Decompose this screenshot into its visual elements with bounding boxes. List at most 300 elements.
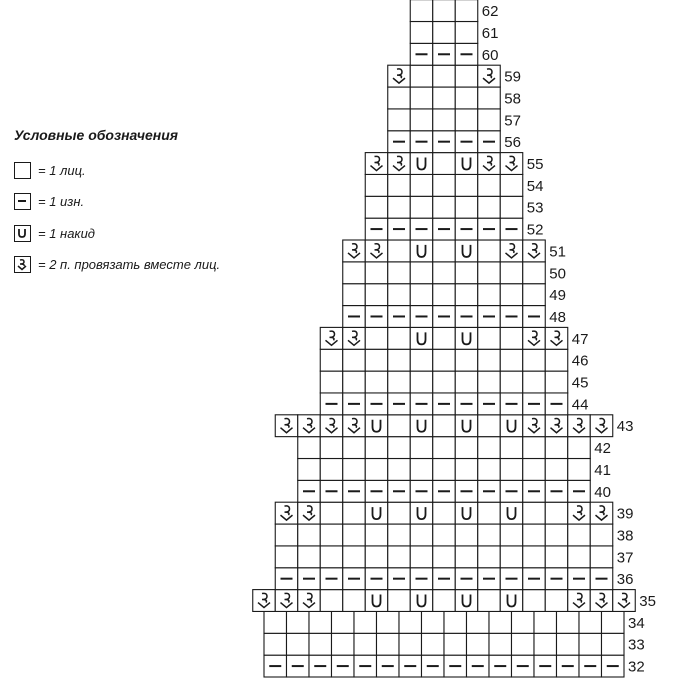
stitch-purl <box>410 393 433 415</box>
stitch-knit <box>568 437 591 459</box>
chart-row-39 <box>275 502 633 524</box>
stitch-purl <box>545 568 568 590</box>
row-number-label: 42 <box>594 440 611 458</box>
row-number-label: 46 <box>571 352 589 370</box>
stitch-purl <box>422 655 445 677</box>
legend-item-text: = 1 накид <box>38 226 95 241</box>
stitch-knit <box>545 349 568 371</box>
stitch-purl <box>512 655 535 677</box>
stitch-purl <box>478 568 501 590</box>
stitch-purl <box>275 568 298 590</box>
stitch-purl <box>557 655 580 677</box>
stitch-knit <box>478 415 501 437</box>
stitch-purl <box>320 480 343 502</box>
stitch-knit <box>433 437 456 459</box>
stitch-knit <box>388 349 411 371</box>
stitch-knit <box>377 633 400 655</box>
chart-row-59 <box>388 65 521 87</box>
stitch-k2tog <box>590 502 613 524</box>
row-number-label: 44 <box>571 396 589 414</box>
stitch-knit <box>478 174 501 196</box>
chart-row-32 <box>264 655 645 677</box>
stitch-knit <box>343 262 366 284</box>
stitch-knit <box>365 262 388 284</box>
stitch-knit <box>467 633 490 655</box>
stitch-knit <box>298 546 321 568</box>
stitch-knit <box>590 546 613 568</box>
stitch-knit <box>523 349 546 371</box>
chart-row-41 <box>298 459 611 481</box>
stitch-k2tog <box>275 590 298 612</box>
stitch-knit <box>523 546 546 568</box>
row-number-label: 51 <box>549 243 566 261</box>
stitch-purl <box>500 218 523 240</box>
chart-row-49 <box>343 284 566 306</box>
stitch-k2tog <box>343 327 366 349</box>
stitch-purl <box>500 480 523 502</box>
stitch-k2tog <box>545 415 568 437</box>
stitch-knit <box>433 349 456 371</box>
stitch-k2tog <box>388 153 411 175</box>
stitch-knit <box>410 349 433 371</box>
row-number-label: 49 <box>549 287 566 305</box>
stitch-purl <box>568 480 591 502</box>
stitch-knit <box>320 546 343 568</box>
row-number-label: 53 <box>526 199 544 217</box>
stitch-knit <box>602 611 625 633</box>
stitch-yo <box>500 590 523 612</box>
stitch-k2tog <box>365 240 388 262</box>
stitch-knit <box>478 437 501 459</box>
stitch-k2tog <box>568 502 591 524</box>
stitch-purl <box>410 568 433 590</box>
stitch-purl <box>365 218 388 240</box>
stitch-knit <box>388 196 411 218</box>
stitch-purl <box>489 655 512 677</box>
stitch-knit <box>523 262 546 284</box>
stitch-k2tog <box>343 415 366 437</box>
stitch-knit <box>455 174 478 196</box>
stitch-purl <box>298 480 321 502</box>
stitch-purl <box>433 218 456 240</box>
chart-row-52 <box>365 218 543 240</box>
stitch-purl <box>523 393 546 415</box>
stitch-purl <box>467 655 490 677</box>
stitch-knit <box>365 524 388 546</box>
stitch-knit <box>478 590 501 612</box>
chart-row-43 <box>275 415 633 437</box>
stitch-purl <box>388 568 411 590</box>
stitch-knit <box>478 546 501 568</box>
stitch-knit <box>568 524 591 546</box>
stitch-k2tog <box>500 240 523 262</box>
stitch-knit <box>410 459 433 481</box>
stitch-knit <box>534 611 557 633</box>
stitch-purl <box>500 393 523 415</box>
stitch-knit <box>500 546 523 568</box>
stitch-knit <box>489 633 512 655</box>
stitch-knit <box>264 633 287 655</box>
stitch-knit <box>388 87 411 109</box>
stitch-knit <box>523 524 546 546</box>
stitch-knit <box>433 153 456 175</box>
stitch-knit <box>365 284 388 306</box>
stitch-knit <box>410 524 433 546</box>
stitch-knit <box>433 502 456 524</box>
stitch-k2tog <box>590 590 613 612</box>
stitch-knit <box>410 87 433 109</box>
stitch-purl <box>388 393 411 415</box>
stitch-yo <box>410 327 433 349</box>
stitch-purl <box>332 655 355 677</box>
stitch-knit <box>500 196 523 218</box>
chart-row-33 <box>264 633 645 655</box>
stitch-knit <box>500 262 523 284</box>
stitch-knit <box>343 524 366 546</box>
stitch-knit <box>320 371 343 393</box>
stitch-k2tog <box>568 415 591 437</box>
stitch-knit <box>365 174 388 196</box>
stitch-knit <box>444 633 467 655</box>
stitch-knit <box>500 327 523 349</box>
stitch-knit <box>433 87 456 109</box>
stitch-knit <box>320 524 343 546</box>
stitch-knit <box>523 284 546 306</box>
stitch-k2tog <box>388 65 411 87</box>
stitch-k2tog <box>523 240 546 262</box>
stitch-knit <box>455 65 478 87</box>
chart-row-40 <box>298 480 611 502</box>
stitch-knit <box>455 262 478 284</box>
stitch-purl <box>455 393 478 415</box>
stitch-knit <box>354 633 377 655</box>
chart-row-34 <box>264 611 645 633</box>
stitch-purl <box>388 306 411 328</box>
stitch-purl <box>287 655 310 677</box>
stitch-knit <box>557 633 580 655</box>
stitch-knit <box>489 611 512 633</box>
stitch-knit <box>545 546 568 568</box>
stitch-purl <box>523 568 546 590</box>
stitch-knit <box>410 22 433 44</box>
stitch-knit <box>433 262 456 284</box>
stitch-purl <box>433 568 456 590</box>
stitch-purl <box>455 306 478 328</box>
chart-row-48 <box>343 306 566 328</box>
stitch-knit <box>343 502 366 524</box>
stitch-knit <box>523 371 546 393</box>
stitch-k2tog <box>275 415 298 437</box>
stitch-knit <box>410 437 433 459</box>
chart-row-58 <box>388 87 521 109</box>
stitch-knit <box>478 502 501 524</box>
stitch-purl <box>579 655 602 677</box>
stitch-knit <box>455 524 478 546</box>
stitch-yo <box>410 240 433 262</box>
stitch-knit <box>478 349 501 371</box>
stitch-purl <box>500 568 523 590</box>
row-number-label: 55 <box>526 156 544 174</box>
chart-row-51 <box>343 240 566 262</box>
stitch-knit <box>275 524 298 546</box>
stitch-knit <box>590 524 613 546</box>
stitch-purl <box>365 568 388 590</box>
chart-row-35 <box>253 590 656 612</box>
stitch-knit <box>365 196 388 218</box>
row-number-label: 39 <box>616 505 634 523</box>
row-number-label: 56 <box>504 134 521 152</box>
stitch-purl <box>410 218 433 240</box>
stitch-knit <box>388 240 411 262</box>
stitch-knit <box>388 590 411 612</box>
stitch-k2tog <box>545 327 568 349</box>
stitch-knit <box>478 327 501 349</box>
stitch-knit <box>388 371 411 393</box>
stitch-knit <box>512 633 535 655</box>
stitch-k2tog <box>298 502 321 524</box>
stitch-knit <box>320 502 343 524</box>
row-number-label: 58 <box>504 90 521 108</box>
stitch-knit <box>433 371 456 393</box>
stitch-knit <box>433 459 456 481</box>
chart-row-36 <box>275 568 633 590</box>
stitch-knit <box>332 633 355 655</box>
stitch-k2tog <box>500 153 523 175</box>
row-number-label: 35 <box>639 593 656 611</box>
stitch-knit <box>523 590 546 612</box>
stitch-knit <box>264 611 287 633</box>
stitch-k2tog <box>478 65 501 87</box>
stitch-purl <box>433 131 456 153</box>
stitch-yo <box>455 240 478 262</box>
stitch-knit <box>545 590 568 612</box>
stitch-knit <box>455 196 478 218</box>
stitch-purl <box>545 393 568 415</box>
stitch-knit <box>455 87 478 109</box>
stitch-knit <box>545 502 568 524</box>
stitch-knit <box>343 590 366 612</box>
stitch-purl <box>399 655 422 677</box>
stitch-purl <box>455 131 478 153</box>
stitch-purl <box>343 306 366 328</box>
stitch-knit <box>365 437 388 459</box>
stitch-purl <box>478 480 501 502</box>
stitch-knit <box>455 437 478 459</box>
stitch-purl <box>455 218 478 240</box>
stitch-knit <box>388 262 411 284</box>
stitch-purl <box>523 306 546 328</box>
chart-row-38 <box>275 524 633 546</box>
stitch-knit <box>287 633 310 655</box>
row-number-label: 38 <box>616 527 634 545</box>
stitch-knit <box>410 0 433 22</box>
stitch-yo <box>455 502 478 524</box>
legend-item-text: = 1 лиц. <box>38 163 86 178</box>
stitch-k2tog <box>253 590 276 612</box>
stitch-knit <box>455 371 478 393</box>
stitch-purl <box>433 43 456 65</box>
stitch-knit <box>365 459 388 481</box>
chart-row-57 <box>388 109 521 131</box>
stitch-purl <box>455 480 478 502</box>
row-number-label: 60 <box>481 46 499 64</box>
stitch-knit <box>399 633 422 655</box>
stitch-k2tog <box>298 415 321 437</box>
row-number-label: 37 <box>616 549 634 567</box>
stitch-purl <box>433 393 456 415</box>
stitch-purl <box>500 306 523 328</box>
stitch-knit <box>320 349 343 371</box>
stitch-knit <box>478 196 501 218</box>
row-number-label: 48 <box>549 308 566 326</box>
chart-row-53 <box>365 196 543 218</box>
chart-row-60 <box>410 43 498 65</box>
stitch-knit <box>298 524 321 546</box>
stitch-knit <box>422 633 445 655</box>
stitch-knit <box>343 371 366 393</box>
stitch-purl <box>343 480 366 502</box>
stitch-purl <box>320 568 343 590</box>
stitch-knit <box>433 174 456 196</box>
stitch-knit <box>410 109 433 131</box>
stitch-k2tog <box>523 415 546 437</box>
stitch-knit <box>433 196 456 218</box>
stitch-knit <box>478 109 501 131</box>
stitch-knit <box>388 502 411 524</box>
legend-item-text: = 1 изн. <box>38 194 85 209</box>
stitch-knit <box>500 437 523 459</box>
stitch-knit <box>500 371 523 393</box>
stitch-knit <box>523 502 546 524</box>
stitch-k2tog <box>320 327 343 349</box>
chart-row-56 <box>388 131 521 153</box>
stitch-knit <box>455 459 478 481</box>
stitch-knit <box>388 109 411 131</box>
stitch-k2tog <box>365 153 388 175</box>
stitch-yo <box>410 415 433 437</box>
stitch-knit <box>410 174 433 196</box>
stitch-knit <box>455 22 478 44</box>
stitch-purl <box>545 480 568 502</box>
stitch-knit <box>545 524 568 546</box>
stitch-knit <box>410 196 433 218</box>
stitch-purl <box>534 655 557 677</box>
row-number-label: 36 <box>616 571 634 589</box>
stitch-purl <box>478 131 501 153</box>
stitch-yo <box>500 415 523 437</box>
stitch-knit <box>444 611 467 633</box>
stitch-knit <box>410 371 433 393</box>
stitch-knit <box>320 590 343 612</box>
stitch-knit <box>343 437 366 459</box>
stitch-k2tog <box>298 590 321 612</box>
stitch-purl <box>433 480 456 502</box>
stitch-k2tog <box>613 590 636 612</box>
stitch-k2tog <box>523 327 546 349</box>
row-number-label: 33 <box>628 636 645 654</box>
stitch-purl <box>377 655 400 677</box>
stitch-knit <box>410 65 433 87</box>
stitch-knit <box>478 459 501 481</box>
stitch-yo <box>365 502 388 524</box>
stitch-yo <box>365 590 388 612</box>
row-number-label: 59 <box>504 68 521 86</box>
stitch-purl <box>365 306 388 328</box>
stitch-purl <box>410 131 433 153</box>
stitch-knit <box>478 284 501 306</box>
row-number-label: 40 <box>594 483 611 501</box>
stitch-knit <box>478 371 501 393</box>
stitch-knit <box>365 371 388 393</box>
stitch-k2tog <box>320 415 343 437</box>
stitch-knit <box>534 633 557 655</box>
stitch-knit <box>523 437 546 459</box>
stitch-knit <box>579 611 602 633</box>
stitch-purl <box>264 655 287 677</box>
stitch-knit <box>433 240 456 262</box>
stitch-purl <box>523 480 546 502</box>
stitch-knit <box>388 546 411 568</box>
stitch-knit <box>478 240 501 262</box>
stitch-knit <box>478 87 501 109</box>
stitch-knit <box>523 459 546 481</box>
stitch-k2tog <box>568 590 591 612</box>
stitch-knit <box>455 109 478 131</box>
stitch-knit <box>354 611 377 633</box>
stitch-knit <box>377 611 400 633</box>
stitch-knit <box>343 349 366 371</box>
stitch-knit <box>422 611 445 633</box>
stitch-knit <box>287 611 310 633</box>
chart-row-61 <box>410 22 498 44</box>
stitch-purl <box>388 131 411 153</box>
stitch-purl <box>365 393 388 415</box>
stitch-purl <box>320 393 343 415</box>
stitch-purl <box>298 568 321 590</box>
stitch-k2tog <box>478 153 501 175</box>
stitch-knit <box>275 546 298 568</box>
chart-row-44 <box>320 393 588 415</box>
stitch-yo <box>455 590 478 612</box>
stitch-purl <box>478 393 501 415</box>
chart-row-42 <box>298 437 611 459</box>
stitch-knit <box>568 459 591 481</box>
stitch-knit <box>500 349 523 371</box>
stitch-purl <box>478 218 501 240</box>
stitch-k2tog <box>343 240 366 262</box>
stitch-purl <box>410 306 433 328</box>
stitch-knit <box>388 459 411 481</box>
stitch-knit <box>388 524 411 546</box>
stitch-knit <box>399 611 422 633</box>
stitch-purl <box>433 306 456 328</box>
stitch-knit <box>365 546 388 568</box>
stitch-knit <box>365 327 388 349</box>
row-number-label: 54 <box>526 177 544 195</box>
chart-row-54 <box>365 174 543 196</box>
stitch-knit <box>388 327 411 349</box>
stitch-knit <box>433 0 456 22</box>
stitch-knit <box>298 437 321 459</box>
stitch-knit <box>557 611 580 633</box>
stitch-knit <box>298 459 321 481</box>
stitch-knit <box>433 65 456 87</box>
stitch-knit <box>343 546 366 568</box>
stitch-knit <box>602 633 625 655</box>
row-number-label: 41 <box>594 461 611 479</box>
stitch-k2tog <box>590 415 613 437</box>
chart-row-46 <box>320 349 588 371</box>
